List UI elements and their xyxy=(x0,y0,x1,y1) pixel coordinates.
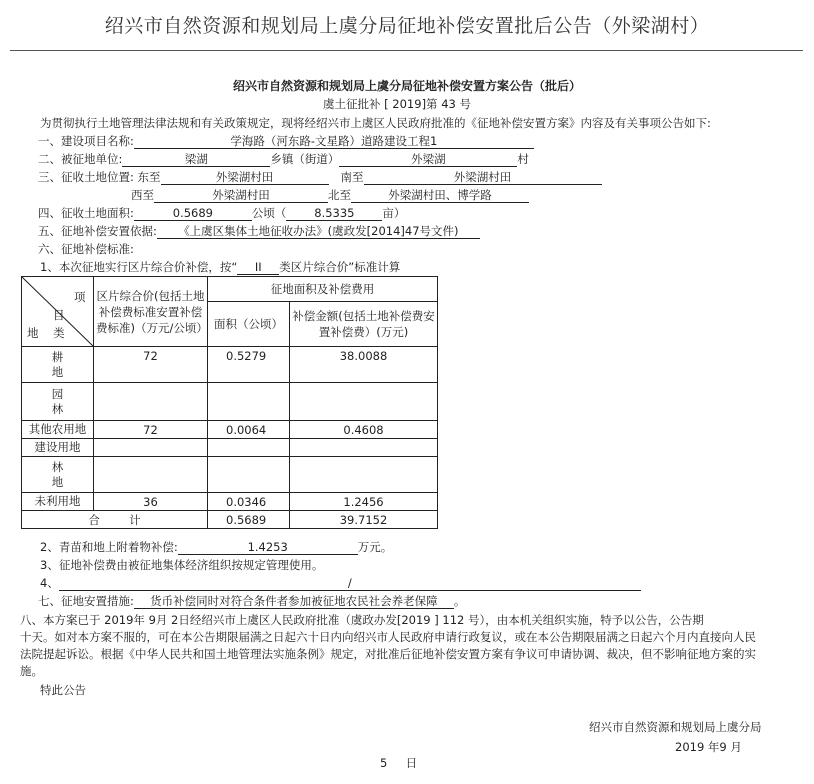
table-corner-cell xyxy=(22,277,94,347)
location-east-value: 外梁湖村田 xyxy=(161,170,329,185)
land-type-cell xyxy=(22,421,94,439)
corner-label-top: 项 xyxy=(74,290,86,304)
total-label: 合 计 xyxy=(22,511,208,529)
section-8-line-1: 八、本方案已于 2019年 9月 2日经绍兴市上虞区人民政府批准（虞政办发[2019 ] 112 号），由本机关组织实施，特予以公告，公告期 xyxy=(20,613,704,627)
area-mu-value: 8.5335 xyxy=(286,206,382,221)
document-title: 绍兴市自然资源和规划局上虞分局征地补偿安置方案公告（批后） xyxy=(232,79,581,93)
zone-class-value: II xyxy=(237,260,279,275)
location-north-value: 外梁湖村田、博学路 xyxy=(351,188,529,203)
location-west-value: 外梁湖村田 xyxy=(154,188,328,203)
signing-date-year-month: 2019 年9 月 xyxy=(675,740,742,754)
amount-cell: 1.2456 xyxy=(290,493,438,511)
town-suffix: 乡镇（街道） xyxy=(270,152,340,166)
basis-label: 五、征地补偿安置依据: xyxy=(38,224,157,238)
area-mu-unit: 亩） xyxy=(382,206,406,220)
basis-value: 《上虞区集体土地征收办法》(虞政发[2014]47号文件) xyxy=(157,224,480,239)
amount-cell xyxy=(290,439,438,457)
location-south-value: 外梁湖村田 xyxy=(364,170,602,185)
section-6-heading: 六、征地补偿标准: xyxy=(38,242,134,256)
land-type-cell xyxy=(22,457,94,493)
area-cell: 0.0064 xyxy=(208,421,290,439)
price-cell: 72 xyxy=(94,421,208,439)
amount-cell: 38.0088 xyxy=(290,347,438,383)
area-cell: 0.0346 xyxy=(208,493,290,511)
village-suffix: 村 xyxy=(517,152,529,166)
section-5 xyxy=(38,224,480,239)
compensation-table xyxy=(21,276,438,529)
section-6-item-2 xyxy=(40,540,392,555)
price-cell: 72 xyxy=(94,347,208,383)
section-2 xyxy=(38,152,529,167)
section-4 xyxy=(38,206,405,221)
table-row xyxy=(22,383,438,421)
area-cell xyxy=(208,457,290,493)
section-3-line-1 xyxy=(38,170,602,185)
compensation-standard-prefix: 1、本次征地实行区片综合价补偿，按“ xyxy=(40,260,238,274)
heading-divider xyxy=(10,50,803,51)
area-cell: 0.5279 xyxy=(208,347,290,383)
land-type-label: 园 林 xyxy=(51,386,64,416)
price-cell xyxy=(94,457,208,493)
land-type-label: 林 地 xyxy=(51,459,64,489)
table-row xyxy=(22,439,438,457)
land-type-cell xyxy=(22,383,94,421)
page-heading: 绍兴市自然资源和规划局上虞分局征地补偿安置批后公告（外梁湖村） xyxy=(104,15,710,37)
corner-label-left: 地 类 xyxy=(27,326,65,340)
section-7 xyxy=(38,594,465,609)
section-6-item-4 xyxy=(40,576,641,591)
closing-text: 特此公告 xyxy=(40,683,86,697)
land-unit-label: 二、被征地单位: xyxy=(38,152,123,166)
header-area-group: 征地面积及补偿费用 xyxy=(208,277,438,302)
project-name-value: 学海路（河东路-文星路）道路建设工程1 xyxy=(134,134,534,149)
total-amount: 39.7152 xyxy=(290,511,438,529)
area-label: 四、征收土地面积: xyxy=(38,206,134,220)
amount-cell: 0.4608 xyxy=(290,421,438,439)
price-cell: 36 xyxy=(94,493,208,511)
area-cell xyxy=(208,383,290,421)
table-total-row xyxy=(22,511,438,529)
land-type-cell xyxy=(22,493,94,511)
price-cell xyxy=(94,383,208,421)
document-number: 虞土征批补 [ 2019]第 43 号 xyxy=(323,97,471,111)
section-6-item-1 xyxy=(40,260,400,275)
resettlement-value: 货币补偿同时对符合条件者参加被征地农民社会养老保障 xyxy=(134,594,454,609)
village-value: 外梁湖 xyxy=(339,152,517,167)
compensation-standard-suffix: 类区片综合价”标准计算 xyxy=(279,260,401,274)
section-8-line-3: 法院提起诉讼。根据《中华人民共和国土地管理法实施条例》规定，对批准后征地补偿安置方案有争议可申请协调、裁决，但不影响征地方案的实 xyxy=(20,647,756,661)
area-hectare-unit: 公顷（ xyxy=(251,206,287,220)
header-amount: 补偿金额(包括土地补偿费安置补偿费）(万元) xyxy=(290,302,438,347)
project-name-label: 一、建设项目名称: xyxy=(38,134,134,148)
area-cell xyxy=(208,439,290,457)
table-row xyxy=(22,421,438,439)
section-8-line-2: 十天。如对本方案不服的，可在本公告期限届满之日起六十日内向绍兴市人民政府申请行政复议，或在本公告期限届满之日起六个月内直接向人民 xyxy=(20,630,756,644)
resettlement-label: 七、征地安置措施: xyxy=(38,594,134,608)
signing-date-day: 5 日 xyxy=(380,756,418,770)
section-8 xyxy=(20,612,756,680)
land-type-cell xyxy=(22,439,94,457)
total-area: 0.5689 xyxy=(208,511,290,529)
section-3-line-2 xyxy=(131,188,529,203)
town-value: 梁湖 xyxy=(122,152,270,167)
location-east-label: 三、征收土地位置: 东至 xyxy=(38,170,161,184)
crop-compensation-value: 1.4253 xyxy=(178,540,358,555)
location-west-label: 西至 xyxy=(131,188,154,202)
signing-organization: 绍兴市自然资源和规划局上虞分局 xyxy=(589,720,762,734)
intro-text: 为贯彻执行土地管理法律法规和有关政策规定，现将经绍兴市上虞区人民政府批准的《征地补偿安置方案》内容及有关事项公告如下: xyxy=(40,116,711,130)
crop-compensation-unit: 万元。 xyxy=(357,540,393,554)
price-cell xyxy=(94,439,208,457)
land-type-label: 未利用地 xyxy=(34,494,81,508)
crop-compensation-label: 2、青苗和地上附着物补偿: xyxy=(40,540,178,554)
area-hectare-value: 0.5689 xyxy=(134,206,252,221)
item-4-label: 4、 xyxy=(40,576,59,590)
section-1 xyxy=(38,134,534,149)
amount-cell xyxy=(290,383,438,421)
table-row xyxy=(22,493,438,511)
land-type-label: 建设用地 xyxy=(34,440,81,454)
location-south-label: 南至 xyxy=(340,170,364,184)
amount-cell xyxy=(290,457,438,493)
table-row xyxy=(22,347,438,383)
land-type-label: 其他农用地 xyxy=(28,422,87,436)
location-north-label: 北至 xyxy=(328,188,351,202)
header-area: 面积（公顷） xyxy=(208,302,290,347)
section-8-line-4: 施。 xyxy=(20,664,43,678)
land-type-label: 耕 地 xyxy=(51,349,64,379)
section-6-item-3: 3、征地补偿费由被征地集体经济组织按规定管理使用。 xyxy=(40,558,324,572)
corner-label-middle: 目 xyxy=(53,308,65,322)
header-zone-price: 区片综合价(包括土地补偿费标准安置补偿费标准)（万元/公顷） xyxy=(94,277,208,347)
land-type-cell xyxy=(22,347,94,383)
item-4-value: / xyxy=(59,576,641,591)
table-row xyxy=(22,457,438,493)
resettlement-end: 。 xyxy=(453,594,466,608)
